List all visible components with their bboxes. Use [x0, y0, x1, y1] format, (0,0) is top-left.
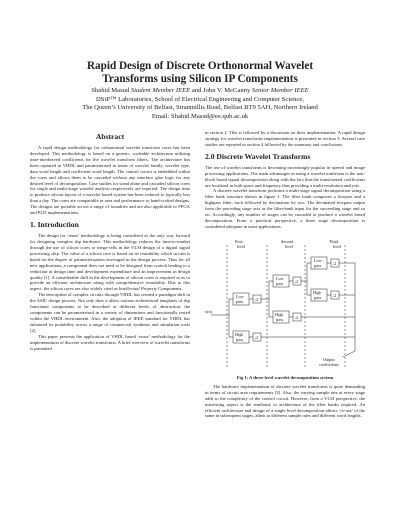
- label-l3-dec-high: ↓2: [332, 292, 337, 298]
- label-l1-low: Low: [236, 293, 244, 299]
- svg-text:pass: pass: [314, 262, 322, 268]
- dwt-paragraph-1: The use of wavelet transforms is becoming increasingly popular in speech and image processing applications. The main advantages in using a wavelet transform is the non-block based signal decomposition along with the fact that the transformed coefficients are localized in both space and frequency thus providing a multi-resolution analysis.: [205, 164, 365, 188]
- author-email: Email: Shahid.Masud@ee.qub.ac.uk: [151, 113, 249, 121]
- author-block: [30, 87, 370, 122]
- svg-text:level: level: [333, 243, 342, 249]
- left-column: [30, 130, 190, 352]
- svg-text:pass: pass: [276, 280, 284, 286]
- label-l1-dec-low: ↓2: [254, 296, 259, 302]
- svg-text:level: level: [285, 243, 294, 249]
- svg-text:pass: pass: [276, 316, 284, 322]
- author-names: Shahid Masud Student Member IEEE and John V. McCanny Senior Member IEEE: [91, 87, 309, 94]
- svg-text:pass: pass: [236, 298, 244, 304]
- svg-text:pass: pass: [236, 336, 244, 342]
- dwt-paragraph-2: A discrete wavelet transform performs a multi-stage signal decomposition using a filter bank structure shown in figure 1. The filter bank comprises a lowpass and a highpass filter, each followed by decimation by two. The decimated lowpass output from the preceding stage acts as the filter-bank input for the succeeding stage and so on. Accordingly, any number of stages can be cascaded to produce a wavelet based decomposition. From a practical perspective, a three stage decomposition is considered adequate in most applications.: [205, 188, 365, 229]
- abstract-text: A rapid design methodology for orthonormal wavelet transform cores has been developed. This methodology is based on a generic, scaleable architecture utilising time-interleaved coefficients for the wavelet transform filters. The architecture has been captured in VHDL and parameterised in terms of wavelet family, wavelet type, data word length and coefficient word length. The control circuit is embedded within the cores and allows them to be cascaded without any interface glue logic for any desired level of decomposition. Case studies for stand alone and cascaded silicon cores for single and multi-stage wavelet analysis respectively are reported. The design time to produce silicon layout of a wavelet based system has been reduced to typically less than a day. The cores are comparable in area and performance to hand-crafted designs. The designs are portable across a range of foundries and are also applicable to FPGA and PLD implementations.: [30, 145, 190, 216]
- author-university: The Queen’s University of Belfast, Stranmillis Road, Belfast BT9 5AH, Northern Ireland: [82, 104, 318, 112]
- svg-text:pass: pass: [314, 294, 322, 300]
- label-l1-high: High: [235, 331, 244, 337]
- label-l1-dec-high: ↓2: [254, 334, 259, 340]
- intro-paragraph-1: The design for ‘reuse’ methodology is being considered as the only way forward for designing complex dsp hardware. This methodology reduces the time-to-market through the use of silicon cores or mega-cells in the VLSI design of a digital signal processing chip. The value of a silicon core is based on its reusability which in turn is based on the degree of parameterisation envisaged in the design process. Thus for all new applications, a component does not need to be designed from scratch leading to a reduction in design time and development expenditure and an improvement in design quality [1]. A considerable skill in the development of silicon cores is required so as to provide an efficient architecture along with comprehensive reusability. Due to this aspect, the silicon cores are also widely cited as Intellectual Property Components.: [30, 233, 190, 292]
- label-input: x(n): [205, 308, 212, 314]
- figure-1-caption: Fig 1: A three level wavelet decomposition system: [236, 374, 334, 380]
- filter-bank-svg: [205, 233, 365, 373]
- label-third-level: Third: [329, 238, 339, 244]
- svg-text:coefficients: coefficients: [319, 361, 339, 367]
- dwt-heading: 2.0 Discrete Wavelet Transforms: [205, 151, 311, 161]
- figure-1-diagram: [205, 233, 365, 373]
- label-l3-dec-low: ↓2: [332, 260, 337, 266]
- introduction-heading: 1. Introduction: [30, 220, 79, 230]
- label-second-level: Second: [281, 238, 294, 244]
- title-line-2: Transforms using Silicon IP Components: [102, 73, 298, 85]
- right-column: [205, 130, 365, 419]
- label-l2-high: High: [275, 311, 284, 317]
- paper-title: [40, 60, 360, 86]
- label-l2-dec-low: ↓2: [294, 278, 299, 284]
- right-paragraph-0: in section 2. This is followed by a discussion on their implementation. A rapid design strategy for wavelet transforms implementation is presented in section 3. Several case studies are reported in section 4 followed by the summary and conclusions.: [205, 130, 365, 147]
- dwt-paragraph-3: The hardware implementation of discrete wavelet transforms is quite demanding in terms of circuit area requirements [3]. Also, the varying sample rate at every stage adds to the complexity of the control circuit. However, from a VLSI perspective, the interesting aspect is the similarity in architecture of the filter banks required. An efficient architecture and design of a single level decomposition allows ‘re-use’ of the same in subsequent stages, albeit at different sample rates and different word lengths.: [205, 383, 365, 419]
- title-line-1: Rapid Design of Discrete Orthonormal Wavelet: [86, 60, 314, 72]
- label-first-level: First: [235, 238, 243, 244]
- intro-paragraph-3: This paper presents the application of VHDL based ‘reuse’ methodology for the implementation of discrete wavelet transforms. A brief overview of wavelet transforms is presented: [30, 333, 190, 351]
- svg-text:level: level: [237, 243, 246, 249]
- abstract-heading: Abstract: [95, 132, 125, 141]
- author-lab: DSiP™ Laboratories, School of Electrical Engineering and Computer Science,: [96, 95, 304, 103]
- label-output: Output: [323, 356, 335, 362]
- label-l3-low: Low: [314, 257, 322, 263]
- intro-paragraph-2: The description of complex circuits through VHDL has created a paradigm shift in the ASIC design process. Not only does it allow various architectural templates of dsp functional components to be described at different levels of abstraction, the components can be parameterised in a variety of dimensions and functionally tested within the VHDL environment. Also, the adoption of IEEE standard for VHDL has enhanced its portability across a range of commercial synthesis and simulation tools [2].: [30, 292, 190, 333]
- label-l3-high: High: [313, 289, 322, 295]
- label-l2-low: Low: [276, 275, 284, 281]
- label-l2-dec-high: ↓2: [294, 314, 299, 320]
